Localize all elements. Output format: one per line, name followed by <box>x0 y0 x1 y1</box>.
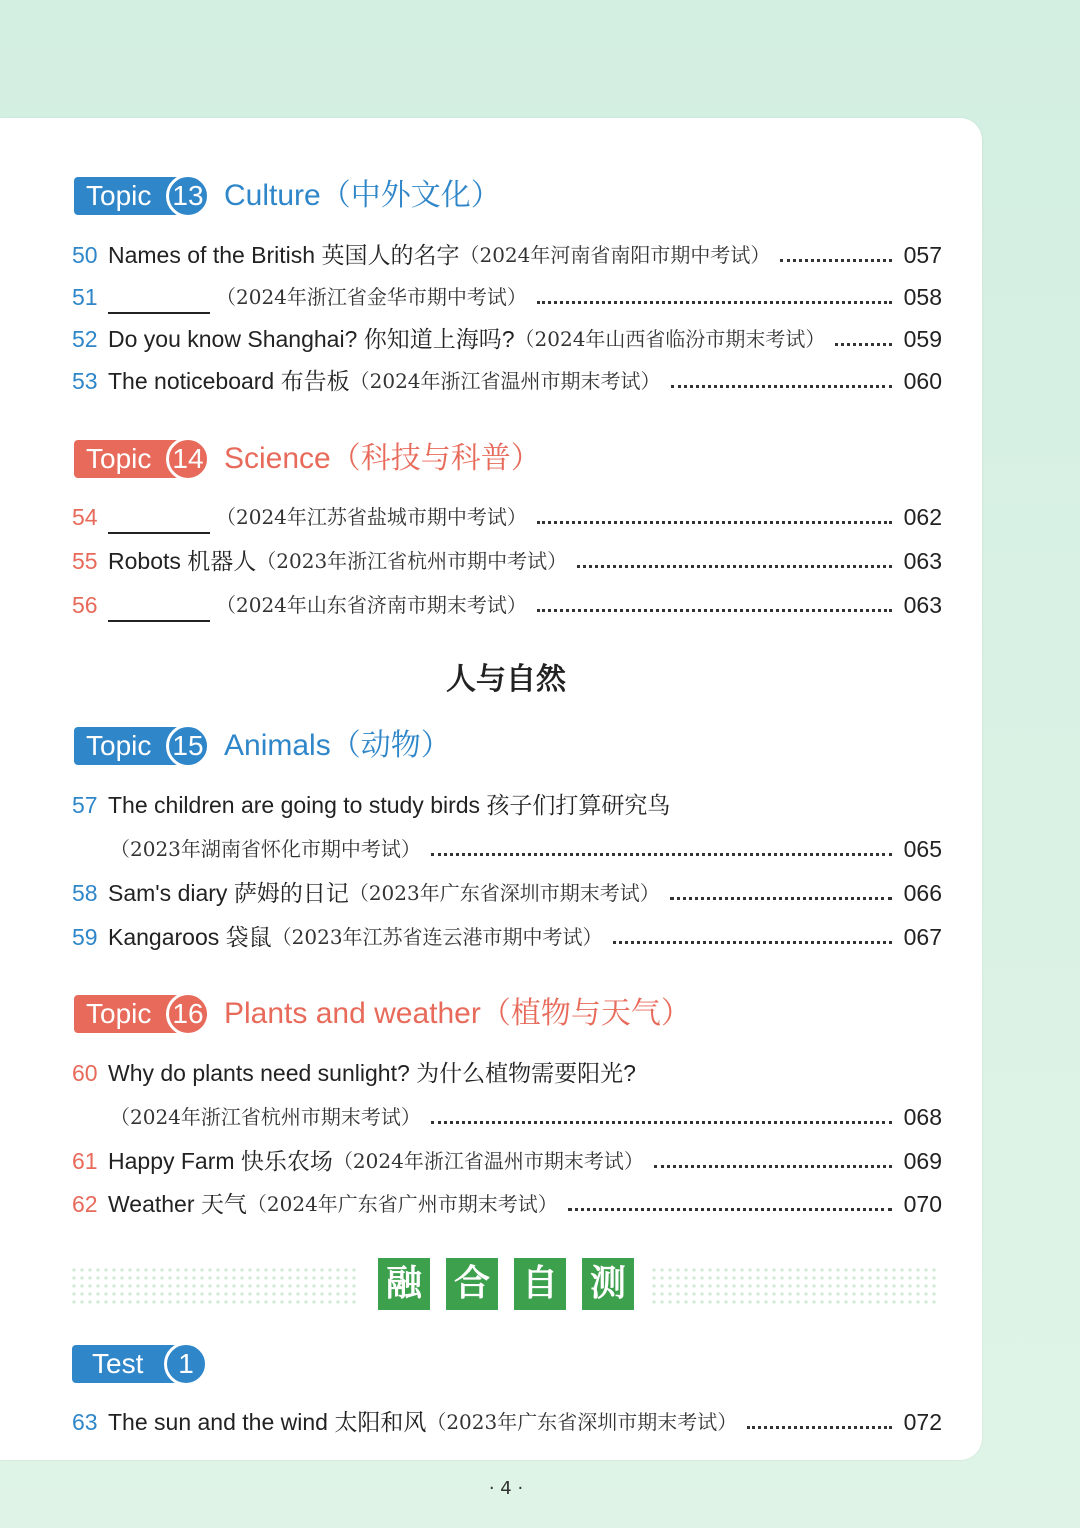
leader-dots <box>537 301 892 304</box>
entry-source: （2023年浙江省杭州市期中考试） <box>256 549 568 573</box>
toc-entry-55[interactable] <box>72 544 942 578</box>
entry-number: 60 <box>72 1060 98 1086</box>
topic-number: 14 <box>166 437 210 481</box>
entry-page: 066 <box>903 880 942 906</box>
toc-entry-63[interactable] <box>72 1405 942 1439</box>
entry-number: 51 <box>72 284 98 310</box>
entry-source: （2024年河南省南阳市期中考试） <box>459 243 771 267</box>
leader-dots <box>431 1121 892 1124</box>
entry-source: （2024年浙江省杭州市期末考试） <box>110 1105 421 1129</box>
banner-char: 测 <box>582 1258 634 1310</box>
entry-number: 50 <box>72 242 98 268</box>
entry-source: （2024年江苏省盐城市期中考试） <box>216 505 527 529</box>
entry-page: 058 <box>903 284 942 310</box>
topic-number: 16 <box>166 992 210 1036</box>
entry-number: 62 <box>72 1191 98 1217</box>
entry-title: Why do plants need sunlight? 为什么植物需要阳光? <box>108 1060 636 1086</box>
leader-dots <box>747 1426 892 1429</box>
leader-dots <box>537 609 892 612</box>
topic-title: Animals（动物） <box>224 729 451 762</box>
entry-source: （2023年广东省深圳市期末考试） <box>348 881 660 905</box>
entry-number: 59 <box>72 924 98 950</box>
entry-title: Weather 天气 <box>108 1191 247 1217</box>
topic-label: Topic <box>74 727 182 765</box>
entry-title: Sam's diary 萨姆的日记 <box>108 880 349 906</box>
toc-entry-50[interactable] <box>72 238 942 272</box>
entry-page: 059 <box>903 326 942 352</box>
entry-source: （2023年广东省深圳市期末考试） <box>426 1410 738 1434</box>
entry-source: （2024年浙江省金华市期中考试） <box>216 285 527 309</box>
entry-source: （2024年浙江省温州市期末考试） <box>349 369 661 393</box>
toc-entry-52[interactable] <box>72 322 942 356</box>
entry-page: 060 <box>903 368 942 394</box>
topic-label: Topic <box>74 995 182 1033</box>
entry-page: 069 <box>903 1148 942 1174</box>
integrated-test-banner <box>70 1258 940 1314</box>
entry-title: Happy Farm 快乐农场 <box>108 1148 333 1174</box>
entry-source: （2023年江苏省连云港市期中考试） <box>271 925 603 949</box>
banner-char: 融 <box>378 1258 430 1310</box>
entry-source: （2024年浙江省温州市期末考试） <box>332 1149 644 1173</box>
toc-entry-61[interactable] <box>72 1144 942 1178</box>
test-number: 1 <box>164 1342 208 1386</box>
entry-page: 063 <box>903 592 942 618</box>
entry-number: 57 <box>72 792 98 818</box>
banner-title <box>378 1258 634 1310</box>
entry-title: Names of the British 英国人的名字 <box>108 242 460 268</box>
topic-number: 13 <box>166 174 210 218</box>
entry-page: 063 <box>903 548 942 574</box>
entry-number: 63 <box>72 1409 98 1435</box>
toc-entry-53[interactable] <box>72 364 942 398</box>
toc-entry-60[interactable] <box>72 1056 942 1090</box>
entry-number: 55 <box>72 548 98 574</box>
entry-number: 56 <box>72 592 98 618</box>
leader-dots <box>568 1208 892 1211</box>
leader-dots <box>780 259 892 262</box>
entry-number: 52 <box>72 326 98 352</box>
entry-title: Robots 机器人 <box>108 548 257 574</box>
entry-source: （2024年山东省济南市期末考试） <box>216 593 527 617</box>
entry-title: Kangaroos 袋鼠 <box>108 924 272 950</box>
entry-title: The noticeboard 布告板 <box>108 368 350 394</box>
entry-number: 54 <box>72 504 98 530</box>
entry-page: 065 <box>903 836 942 862</box>
entry-page: 070 <box>903 1191 942 1217</box>
entry-source: （2024年广东省广州市期末考试） <box>246 1192 558 1216</box>
entry-title: Do you know Shanghai? 你知道上海吗? <box>108 326 515 352</box>
banner-dot-pattern-right <box>650 1266 940 1306</box>
title-blank-line <box>108 506 210 534</box>
leader-dots <box>654 1165 892 1168</box>
entry-page: 072 <box>903 1409 942 1435</box>
entry-number: 53 <box>72 368 98 394</box>
entry-title: The sun and the wind 太阳和风 <box>108 1409 427 1435</box>
leader-dots <box>577 565 892 568</box>
leader-dots <box>537 521 892 524</box>
toc-entry-54[interactable] <box>72 500 942 534</box>
entry-title: The children are going to study birds 孩子们打算研究鸟 <box>108 792 671 818</box>
toc-entry-57-source[interactable] <box>110 832 942 866</box>
title-blank-line <box>108 594 210 622</box>
topic-title: Plants and weather（植物与天气） <box>224 997 691 1030</box>
banner-dot-pattern-left <box>70 1266 360 1306</box>
entry-page: 057 <box>903 242 942 268</box>
topic-label: Topic <box>74 177 182 215</box>
toc-entry-56[interactable] <box>72 588 942 622</box>
entry-number: 58 <box>72 880 98 906</box>
toc-entry-62[interactable] <box>72 1187 942 1221</box>
entry-source: （2023年湖南省怀化市期中考试） <box>110 837 421 861</box>
leader-dots <box>835 343 892 346</box>
leader-dots <box>671 385 892 388</box>
entry-page: 068 <box>903 1104 942 1130</box>
topic-number: 15 <box>166 724 210 768</box>
topic-label: Topic <box>74 440 182 478</box>
toc-entry-57[interactable] <box>72 788 942 822</box>
entry-source: （2024年山西省临汾市期末考试） <box>514 327 826 351</box>
toc-entry-59[interactable] <box>72 920 942 954</box>
leader-dots <box>670 897 892 900</box>
banner-char: 自 <box>514 1258 566 1310</box>
section-title: 人与自然 <box>446 662 566 697</box>
test-label: Test <box>72 1345 180 1383</box>
toc-entry-51[interactable] <box>72 280 942 314</box>
entry-page: 067 <box>903 924 942 950</box>
entry-page: 062 <box>903 504 942 530</box>
topic-title: Science（科技与科普） <box>224 442 541 475</box>
banner-char: 合 <box>446 1258 498 1310</box>
topic-title: Culture（中外文化） <box>224 179 501 212</box>
page-number: · 4 · <box>488 1478 524 1499</box>
entry-number: 61 <box>72 1148 98 1174</box>
leader-dots <box>431 853 892 856</box>
leader-dots <box>613 941 892 944</box>
toc-entry-60-source[interactable] <box>110 1100 942 1134</box>
toc-entry-58[interactable] <box>72 876 942 910</box>
title-blank-line <box>108 286 210 314</box>
